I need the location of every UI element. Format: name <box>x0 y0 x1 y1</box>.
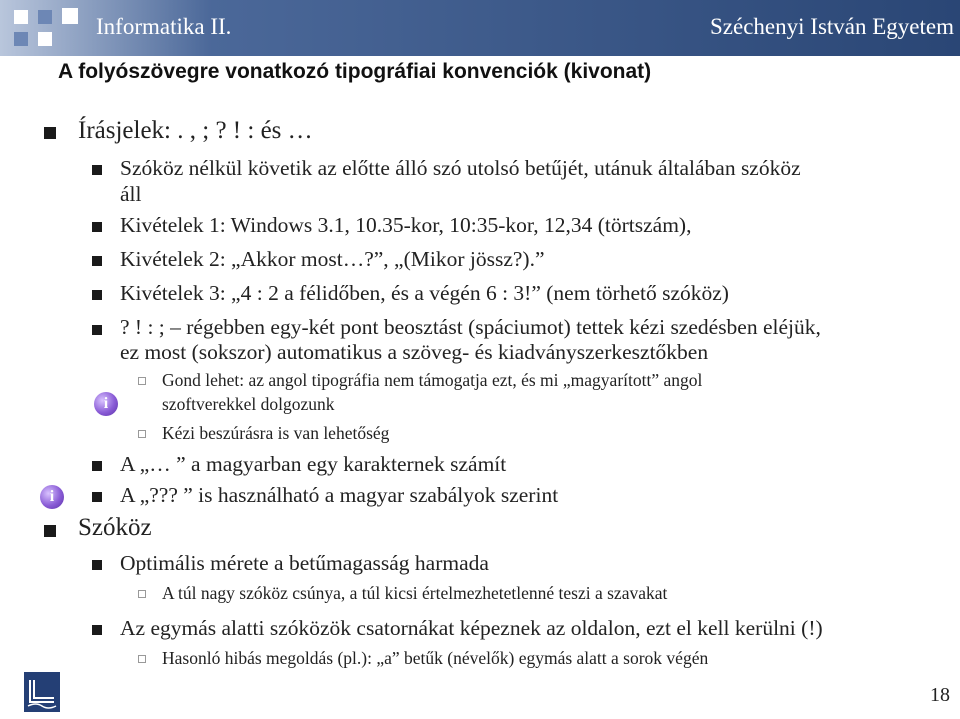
list-item: Kivételek 2: „Akkor most…?”, „(Mikor jössz?).” <box>120 247 545 271</box>
bullet-level2 <box>92 492 102 502</box>
bullet-level2 <box>92 325 102 335</box>
institution-name: Széchenyi István Egyetem <box>710 14 954 39</box>
bullet-level1 <box>44 525 56 537</box>
list-item: A túl nagy szóköz csúnya, a túl kicsi értelmezhetetlenné teszi a szavakat <box>162 583 668 603</box>
bullet-level3 <box>138 590 146 598</box>
list-item: Kivételek 1: Windows 3.1, 10.35-kor, 10:35-kor, 12,34 (törtszám), <box>120 213 692 237</box>
list-item: Hasonló hibás megoldás (pl.): „a” betűk (névelők) egymás alatt a sorok végén <box>162 648 709 668</box>
decor-square-5 <box>38 32 52 46</box>
bullet-level2 <box>92 256 102 266</box>
bullet-level2 <box>92 625 102 635</box>
logo-mark-icon <box>24 672 60 712</box>
list-item: Írásjelek: . , ; ? ! : és … <box>78 117 313 144</box>
info-icon: i <box>94 392 118 416</box>
slide-header <box>0 0 960 56</box>
page-number: 18 <box>930 684 950 706</box>
bullet-level3 <box>138 655 146 663</box>
list-item: Szóköz nélkül követik az előtte álló szó utolsó betűjét, utánuk általában szóköz <box>120 156 801 180</box>
decor-square-4 <box>14 32 28 46</box>
list-item: Kivételek 3: „4 : 2 a félidőben, és a végén 6 : 3!” (nem törhető szóköz) <box>120 281 729 305</box>
list-item: Az egymás alatti szóközök csatornákat képeznek az oldalon, ezt el kell kerülni (!) <box>120 616 823 640</box>
bullet-level2 <box>92 290 102 300</box>
university-logo <box>24 672 60 712</box>
bullet-level2 <box>92 461 102 471</box>
course-name: Informatika II. <box>96 14 232 39</box>
list-item-continuation: áll <box>120 182 142 206</box>
list-item: Kézi beszúrásra is van lehetőség <box>162 423 390 443</box>
list-item: Szóköz <box>78 514 152 541</box>
decor-square-1 <box>14 10 28 24</box>
bullet-level3 <box>138 377 146 385</box>
list-item: Optimális mérete a betűmagasság harmada <box>120 551 489 575</box>
slide-title: A folyószövegre vonatkozó tipográfiai konvenciók (kivonat) <box>58 60 652 83</box>
decor-square-3 <box>62 8 78 24</box>
list-item: Gond lehet: az angol tipográfia nem támogatja ezt, és mi „magyarított” angol <box>162 370 703 390</box>
info-icon: i <box>40 485 64 509</box>
bullet-level2 <box>92 222 102 232</box>
bullet-level2 <box>92 560 102 570</box>
bullet-level3 <box>138 430 146 438</box>
list-item: ? ! : ; – régebben egy-két pont beosztást (spáciumot) tettek kézi szedésben eléjük, <box>120 315 821 339</box>
list-item-continuation: ez most (sokszor) automatikus a szöveg- és kiadványszerkesztőkben <box>120 340 709 364</box>
bullet-level2 <box>92 165 102 175</box>
bullet-level1 <box>44 127 56 139</box>
decor-square-2 <box>38 10 52 24</box>
list-item: A „??? ” is használható a magyar szabályok szerint <box>120 483 559 507</box>
list-item: A „… ” a magyarban egy karakternek számít <box>120 452 507 476</box>
list-item-continuation: szoftverekkel dolgozunk <box>162 394 335 414</box>
